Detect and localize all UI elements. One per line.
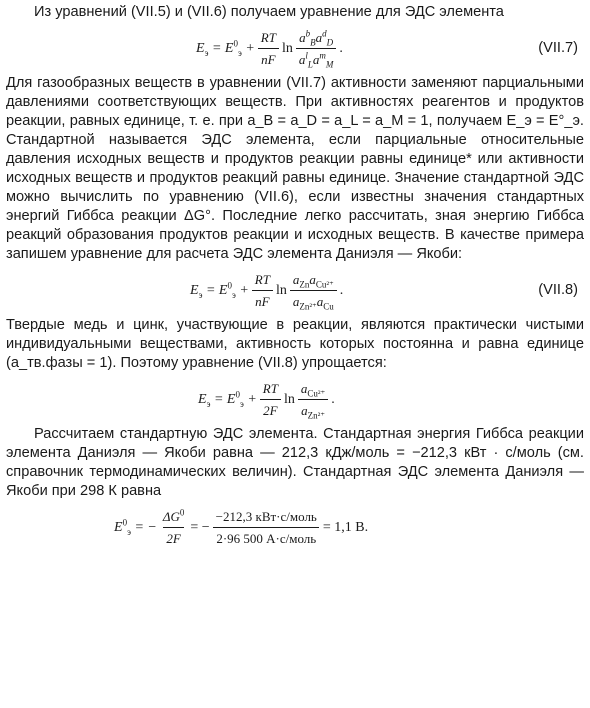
equation-vii-8: $E_э = E^0_э$ + $\frac{RT}{nF}$ ln $\frac{a_{Zn}a_{Cu^{2+}}}{a_{Zn^{2+}}a_{Cu}}$ . (VII.8) [190, 271, 578, 312]
equation-number: (VII.7) [538, 40, 578, 56]
equation-number: (VII.8) [538, 282, 578, 298]
textbook-page [6, 3, 584, 553]
paragraph-standard-emf: Для газообразных веществ в уравнении (VII.7) активности заменяют парциальными давлениями соответствующих веществ. При активностях реагентов и продуктов реакции, равных единице, т. е. при a_B = a_D = a_L = a_M = 1, получаем E_э = E°_э. Стандартной называется ЭДС элемента, если парциальные относительные давления исходных веществ и продуктов реакции равны единице* или активности исходных веществ и продуктов реакций равны единице. Значение стандартной ЭДС можно вычислить по уравнению (VII.6), если известны значения стандартных энергий Гиббса реакции ΔG°. Последние легко рассчитать, зная энергию Гиббса реакций образования продуктов реакции и исходных веществ. В качестве примера запишем уравнение для расчета ЭДС элемента Даниэля — Якоби: [6, 75, 584, 262]
paragraph-intro: Из уравнений (VII.5) и (VII.6) получаем уравнение для ЭДС элемента [34, 4, 504, 20]
paragraph-solid-metals: Твердые медь и цинк, участвующие в реакции, являются практически чистыми индивидуальными веществами, активность которых постоянна и равна единице (a_тв.фазы = 1). Поэтому уравнение (VII.8) упрощается: [6, 317, 584, 371]
equation-vii-7: $E_э = E^0_э$ + $\frac{RT}{nF}$ ln $\frac{a^b_Ba^d_D}{a^l_La^m_M}$ . (VII.7) [196, 28, 578, 70]
paragraph-calculation: Рассчитаем стандартную ЭДС элемента. Стандартная энергия Гиббса реакции элемента Даниэля — Якоби равна — 212,3 кДж/моль = −212,3 кВт · с/моль (см. справочник термодинамических величин). Стандартная ЭДС элемента Даниэля — Якоби при 298 К равна [6, 426, 584, 499]
equation-simplified: $E_э = E^0_э$ + $\frac{RT}{2F}$ ln $\frac{a_{Cu^{2+}}}{a_{Zn^{2+}}}$ . [198, 380, 335, 421]
equation-standard-emf: $E^0_э$ = − $\frac{\Delta G^0}{2F}$ = − $\frac{\text{−212,3 кВт·с/моль}}{\text{2·96 500 А·с/моль}}$ = 1,1 В. [114, 507, 369, 546]
